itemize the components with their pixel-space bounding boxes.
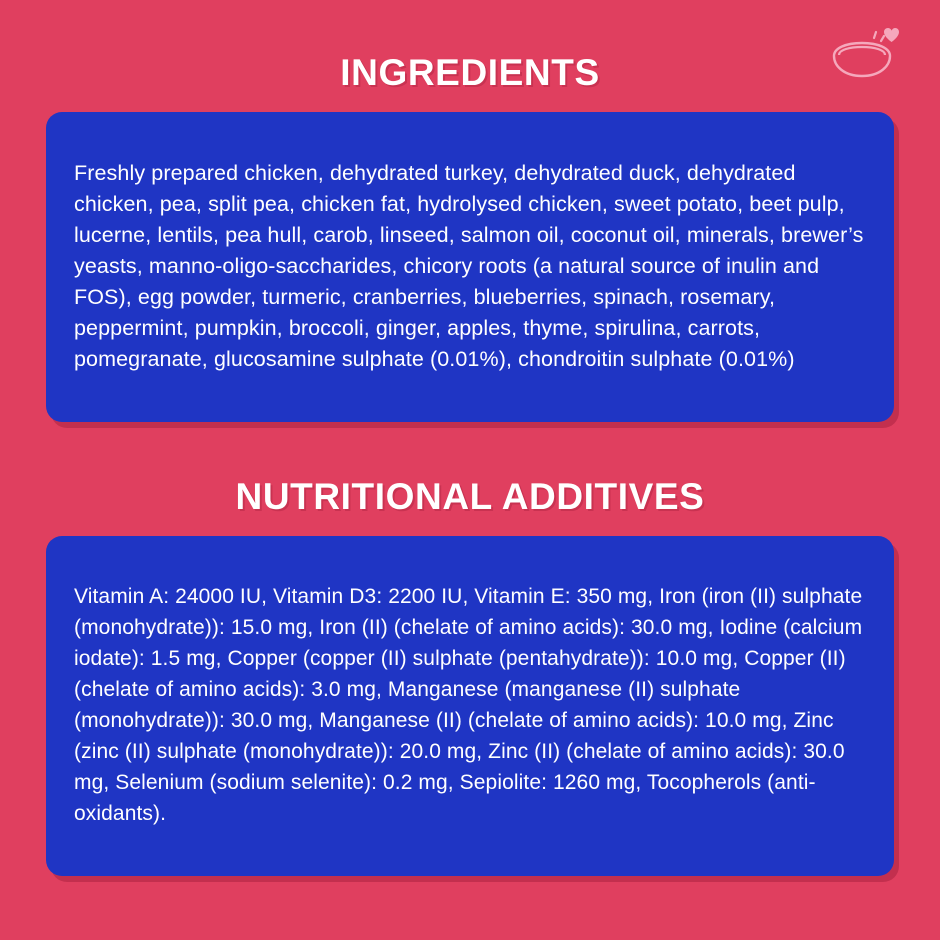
nutritional-additives-card: [46, 536, 894, 876]
nutritional-additives-section: [0, 476, 940, 876]
ingredients-card: [46, 112, 894, 422]
nutritional-additives-text: Vitamin A: 24000 IU, Vitamin D3: 2200 IU, Vitamin E: 350 mg, Iron (iron (II) sulphate (monohydrate)): 15.0 mg, Iron (II) (chelate of amino acids): 30.0 mg, Iodine (calcium iodate): 1.5 mg, Copper (copper (II) sulphate (pentahydrate)): 10.0 mg, Copper (II) (chelate of amino acids): 3.0 mg, Manganese (manganese (II) sulphate (monohydrate)): 30.0 mg, Manganese (II) (chelate of amino acids): 10.0 mg, Zinc (zinc (II) sulphate (monohydrate)): 20.0 mg, Zinc (II) (chelate of amino acids): 30.0 mg, Selenium (sodium selenite): 0.2 mg, Sepiolite: 1260 mg, Tocopherols (anti-oxidants).: [74, 585, 869, 825]
ingredients-text: Freshly prepared chicken, dehydrated turkey, dehydrated duck, dehydrated chicken, pea, split pea, chicken fat, hydrolysed chicken, sweet potato, beet pulp, lucerne, lentils, pea hull, carob, linseed, salmon oil, coconut oil, minerals, brewer’s yeasts, manno-oligo-saccharides, chicory roots (a natural source of inulin and FOS), egg powder, turmeric, cranberries, blueberries, spinach, rosemary, peppermint, pumpkin, broccoli, ginger, apples, thyme, spirulina, carrots, pomegranate, glucosamine sulphate (0.01%), chondroitin sulphate (0.01%): [74, 160, 870, 371]
ingredients-title: INGREDIENTS: [340, 52, 600, 93]
ingredients-section: [0, 52, 940, 422]
nutritional-additives-card-wrap: [46, 536, 894, 876]
nutritional-additives-title: NUTRITIONAL ADDITIVES: [235, 476, 705, 517]
ingredients-card-wrap: [46, 112, 894, 422]
